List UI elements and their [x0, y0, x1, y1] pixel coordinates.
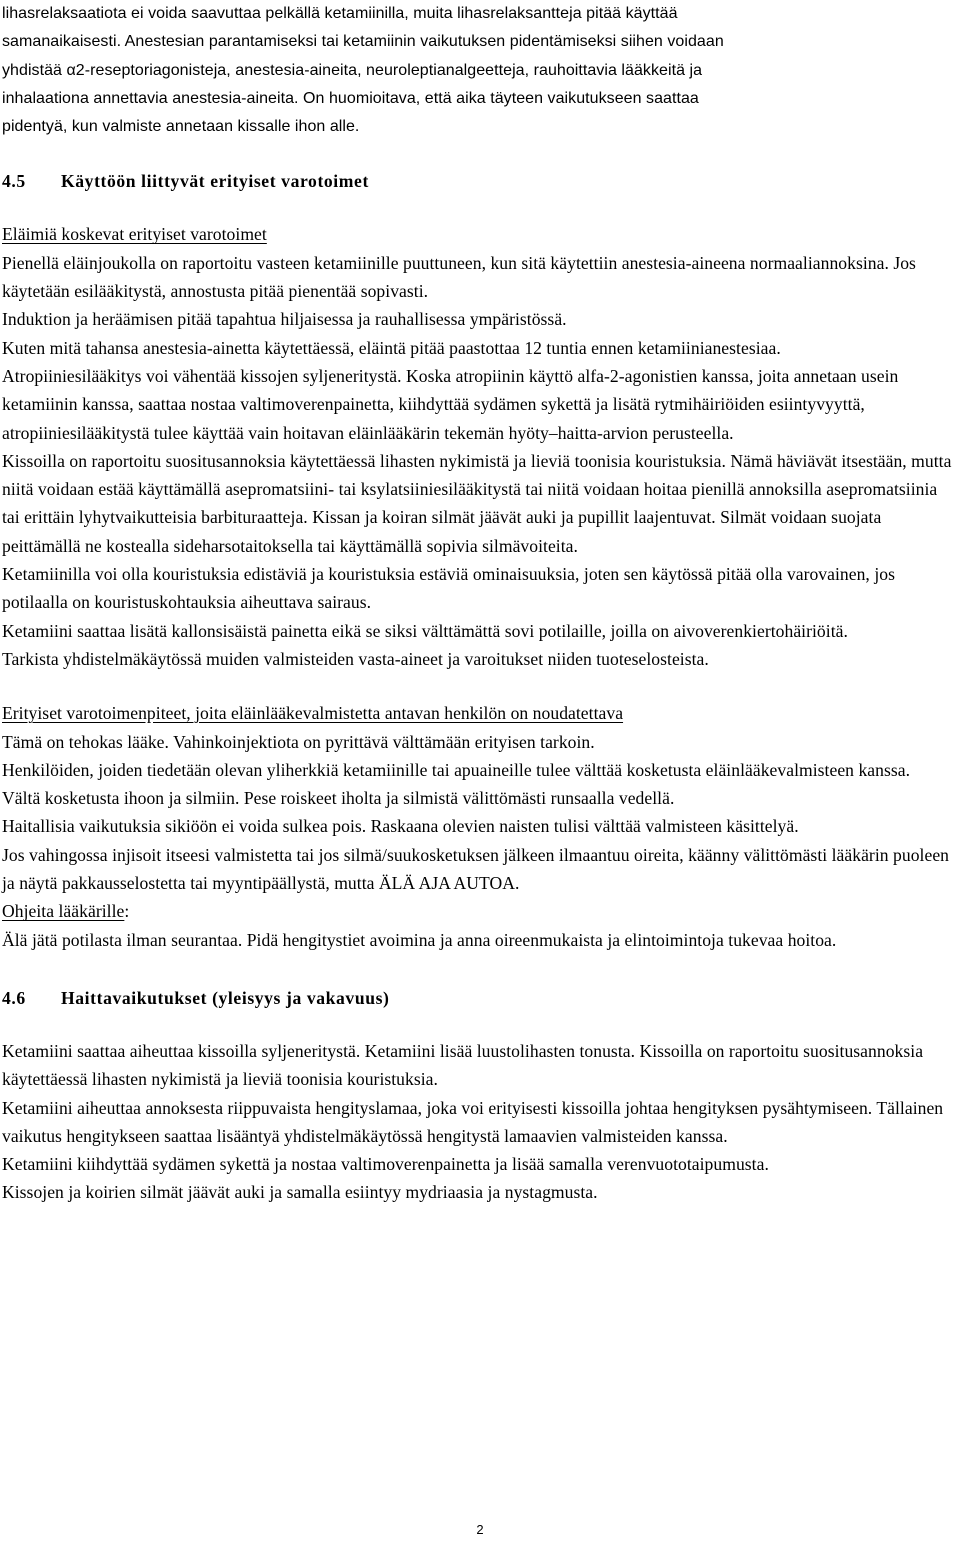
paragraph: Jos vahingossa injisoit itseesi valmistetta tai jos silmä/suukosketuksen jälkeen ilmaantuu oireita, käänny välittömästi lääkärin puoleen ja näytä pakkausselostetta tai myyntipäällystä, mutta ÄLÄ AJA AUTOA.: [2, 844, 950, 894]
text-line: samanaikaisesti. Anestesian parantamiseksi tai ketamiinin vaikutuksen pidentämiseksi siihen voidaan: [2, 33, 724, 51]
paragraph: Tarkista yhdistelmäkäytössä muiden valmisteiden vasta-aineet ja varoitukset niiden tuoteselosteista.: [2, 648, 709, 669]
paragraph: Vältä kosketusta ihoon ja silmiin. Pese roiskeet iholta ja silmistä välittömästi runsaalla vedellä.: [2, 788, 675, 809]
paragraph: Pienellä eläinjoukolla on raportoitu vasteen ketamiinille puuttuneen, kun sitä käytettiin anestesia-aineena normaaliannoksina. Jos käytetään esilääkitystä, annostusta pitää pienentää sopivasti.: [2, 252, 916, 302]
section-number: 4.5: [2, 171, 26, 192]
text-line: pidentyä, kun valmiste annetaan kissalle ihon alle.: [2, 118, 360, 136]
paragraph: Ketamiinilla voi olla kouristuksia edistäviä ja kouristuksia estäviä ominaisuuksia, joten sen käytössä pitää olla varovainen, jos potilaalla on kouristuskohtauksia aiheuttava sairaus.: [2, 564, 895, 613]
paragraph: Kuten mitä tahansa anestesia-ainetta käytettäessä, eläintä pitää paastottaa 12 tuntia ennen ketamiinianestesiaa.: [2, 337, 781, 358]
paragraph: Tämä on tehokas lääke. Vahinkoinjektiota on pyrittävä välttämään erityisen tarkoin.: [2, 731, 595, 752]
subsection-heading: Eläimiä koskevat erityiset varotoimet: [2, 224, 267, 245]
paragraph: Kissojen ja koirien silmät jäävät auki ja samalla esiintyy mydriaasia ja nystagmusta.: [2, 1182, 598, 1203]
text-line: yhdistää α2-reseptoriagonisteja, anestesia-aineita, neuroleptianalgeetteja, rauhoittavia lääkkeitä ja: [2, 61, 703, 79]
section-title: Käyttöön liittyvät erityiset varotoimet: [61, 171, 369, 192]
paragraph: Induktion ja heräämisen pitää tapahtua hiljaisessa ja rauhallisessa ympäristössä.: [2, 309, 567, 330]
subsection-heading: Ohjeita lääkärille:: [2, 901, 130, 922]
paragraph: Ketamiini aiheuttaa annoksesta riippuvaista hengityslamaa, joka voi erityisesti kissoilla johtaa hengityksen pysähtymiseen. Tällainen vaikutus hengitykseen saattaa lisääntyä yhdistelmäkäytössä hengitystä lamaavien valmisteiden kanssa.: [2, 1097, 944, 1146]
paragraph: Ketamiini saattaa aiheuttaa kissoilla syljeneritystä. Ketamiini lisää luustolihasten tonusta. Kissoilla on raportoitu suositusannoksia käytettäessä lihasten nykimistä ja lieviä toonisia kouristuksia.: [2, 1040, 924, 1090]
page-number: 2: [476, 1522, 484, 1537]
subsection-heading: Erityiset varotoimenpiteet, joita eläinlääkevalmistetta antavan henkilön on noudatettava: [2, 703, 624, 724]
section-heading-4-5: [2, 167, 958, 195]
section-heading-4-6: [2, 984, 958, 1012]
intro-paragraph: [2, 0, 958, 141]
paragraph: Ketamiini kiihdyttää sydämen sykettä ja nostaa valtimoverenpainetta ja lisää samalla verenvuototaipumusta.: [2, 1154, 769, 1175]
paragraph: Haitallisia vaikutuksia sikiöön ei voida sulkea pois. Raskaana olevien naisten tulisi välttää valmisteen käsittelyä.: [2, 816, 799, 837]
paragraph: Ketamiini saattaa lisätä kallonsisäistä painetta eikä se siksi välttämättä sovi potilaille, joilla on aivoverenkiertohäiriöitä.: [2, 620, 848, 641]
paragraph: Atropiiniesilääkitys voi vähentää kissojen syljeneritystä. Koska atropiinin käyttö alfa-2-agonistien kanssa, joita annetaan usein ketamiinin kanssa, saattaa nostaa valtimoverenpainetta, kiihdyttää sydämen sykettä ja lisätä rytmihäiriöiden esiintyvyyttä, atropiiniesilääkitystä tulee käyttää vain hoitavan eläinlääkärin tekemän hyöty–haitta-arvion perusteella.: [2, 365, 899, 443]
paragraph: Henkilöiden, joiden tiedetään olevan yliherkkiä ketamiinille tai apuaineille tulee välttää kosketusta eläinlääkevalmisteen kanssa.: [2, 759, 911, 780]
section-title: Haittavaikutukset (yleisyys ja vakavuus): [61, 987, 390, 1008]
paragraph: Älä jätä potilasta ilman seurantaa. Pidä hengitystiet avoimina ja anna oireenmukaista ja elintoimintoja tukevaa hoitoa.: [2, 929, 837, 950]
section-number: 4.6: [2, 987, 26, 1008]
text-line: lihasrelaksaatiota ei voida saavuttaa pelkällä ketamiinilla, muita lihasrelaksantteja pitää käyttää: [2, 5, 678, 22]
paragraph: Kissoilla on raportoitu suositusannoksia käytettäessä lihasten nykimistä ja lieviä toonisia kouristuksia. Nämä häviävät itsestään, mutta niitä voidaan estää käyttämällä asepromatsiini- tai ksylatsiiniesilääkitystä tai niitä voidaan hoitaa pienillä annoksilla asepromatsiinia tai erittäin lyhytvaikutteisia barbituraatteja. Kissan ja koiran silmät jäävät auki ja pupillit laajentuvat. Silmät voidaan suojata peittämällä ne kostealla sideharsotaitoksella tai käyttämällä sopivia silmävoiteita.: [2, 450, 952, 556]
text-line: inhalaationa annettavia anestesia-aineita. On huomioitava, että aika täyteen vaikutukseen saattaa: [2, 89, 699, 107]
